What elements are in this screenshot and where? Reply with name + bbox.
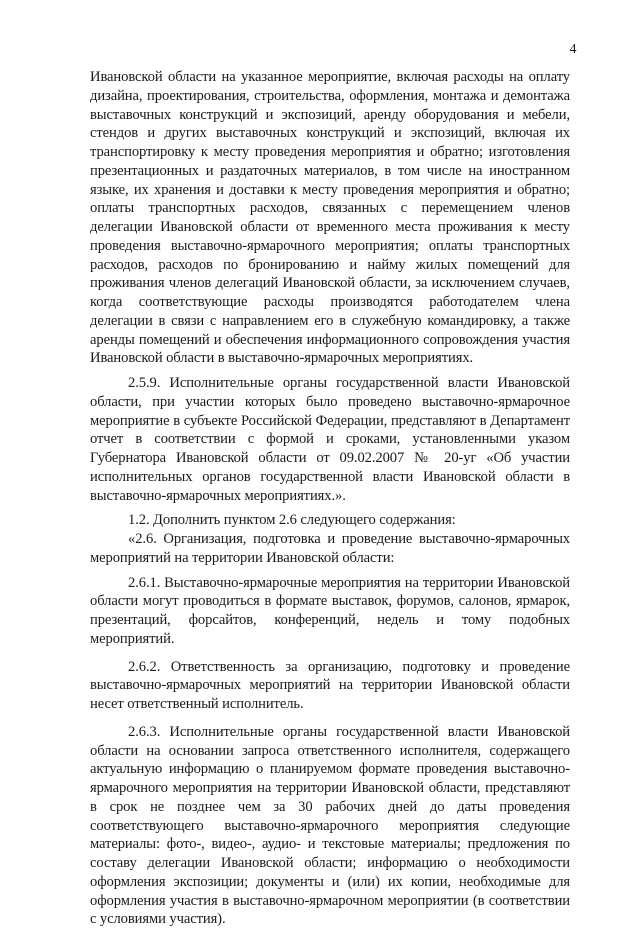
paragraph-2-5-9: 2.5.9. Исполнительные органы государственной власти Ивановской области, при участии которых было проведено выставочно-ярмарочное мероприятие в субъекте Российской Федерации, представляют в Департамент отчет в соответствии с формой и сроками, установленными указом Губернатора Ивановской области от 09.02.2007 № 20-уг «Об участии исполнительных органов государственной власти Ивановской области в выставочно-ярмарочных мероприятиях.».: [90, 375, 570, 504]
page-number: 4: [569, 42, 577, 57]
paragraph-1-2: 1.2. Дополнить пунктом 2.6 следующего содержания:: [128, 512, 456, 529]
paragraph-2-6-3: 2.6.3. Исполнительные органы государственной власти Ивановской области на основании запроса ответственного исполнителя, содержащего актуальную информацию о планируемом формате проведения выставочно-ярмарочного мероприятия на территории Ивановской области, представляют в срок не позднее чем за 30 рабочих дней до даты проведения соответствующего выставочно-ярмарочного мероприятия следующие материалы: фото-, видео-, аудио- и текстовые материалы; предложения по составу делегации Ивановской области; информацию о необходимости оформления экспозиции; документы и (или) их копии, необходимые для оформления участия в выставочно-ярмарочном мероприятии (в соответствии с условиями участия).: [90, 723, 570, 928]
paragraph-2-6-2: 2.6.2. Ответственность за организацию, подготовку и проведение выставочно-ярмарочных мероприятий на территории Ивановской области несет ответственный исполнитель.: [90, 658, 570, 712]
paragraph-2-6: «2.6. Организация, подготовка и проведение выставочно-ярмарочных мероприятий на территории Ивановской области:: [90, 531, 570, 566]
paragraph-continuation: Ивановской области на указанное мероприятие, включая расходы на оплату дизайна, проектирования, строительства, оформления, монтажа и демонтажа выставочных конструкций и экспозиций, аренду оборудования и мебели, стендов и других выставочных конструкций и экспозиций, включая их транспортировку к месту проведения мероприятия и обратно; изготовления презентационных и раздаточных материалов, в том числе на иностранном языке, их хранения и доставки к месту проведения мероприятия и обратно; оплаты транспортных расходов, связанных с перемещением членов делегации Ивановской области от временного места проживания к месту проведения выставочно-ярмарочного мероприятия; оплаты транспортных расходов, расходов по бронированию и найму жилых помещений для проживания членов делегаций Ивановской области, за исключением случаев, когда соответствующие расходы производятся работодателем члена делегации в связи с направлением его в служебную командировку, а также аренды помещений и обеспечения информационного сопровождения участия Ивановской области в выставочно-ярмарочных мероприятиях.: [90, 69, 570, 367]
document-body: [90, 68, 570, 929]
paragraph-2-6-1: 2.6.1. Выставочно-ярмарочные мероприятия на территории Ивановской области могут проводиться в формате выставок, форумов, салонов, ярмарок, презентаций, форсайтов, конференций, недель и тому подобных мероприятий.: [90, 574, 570, 647]
